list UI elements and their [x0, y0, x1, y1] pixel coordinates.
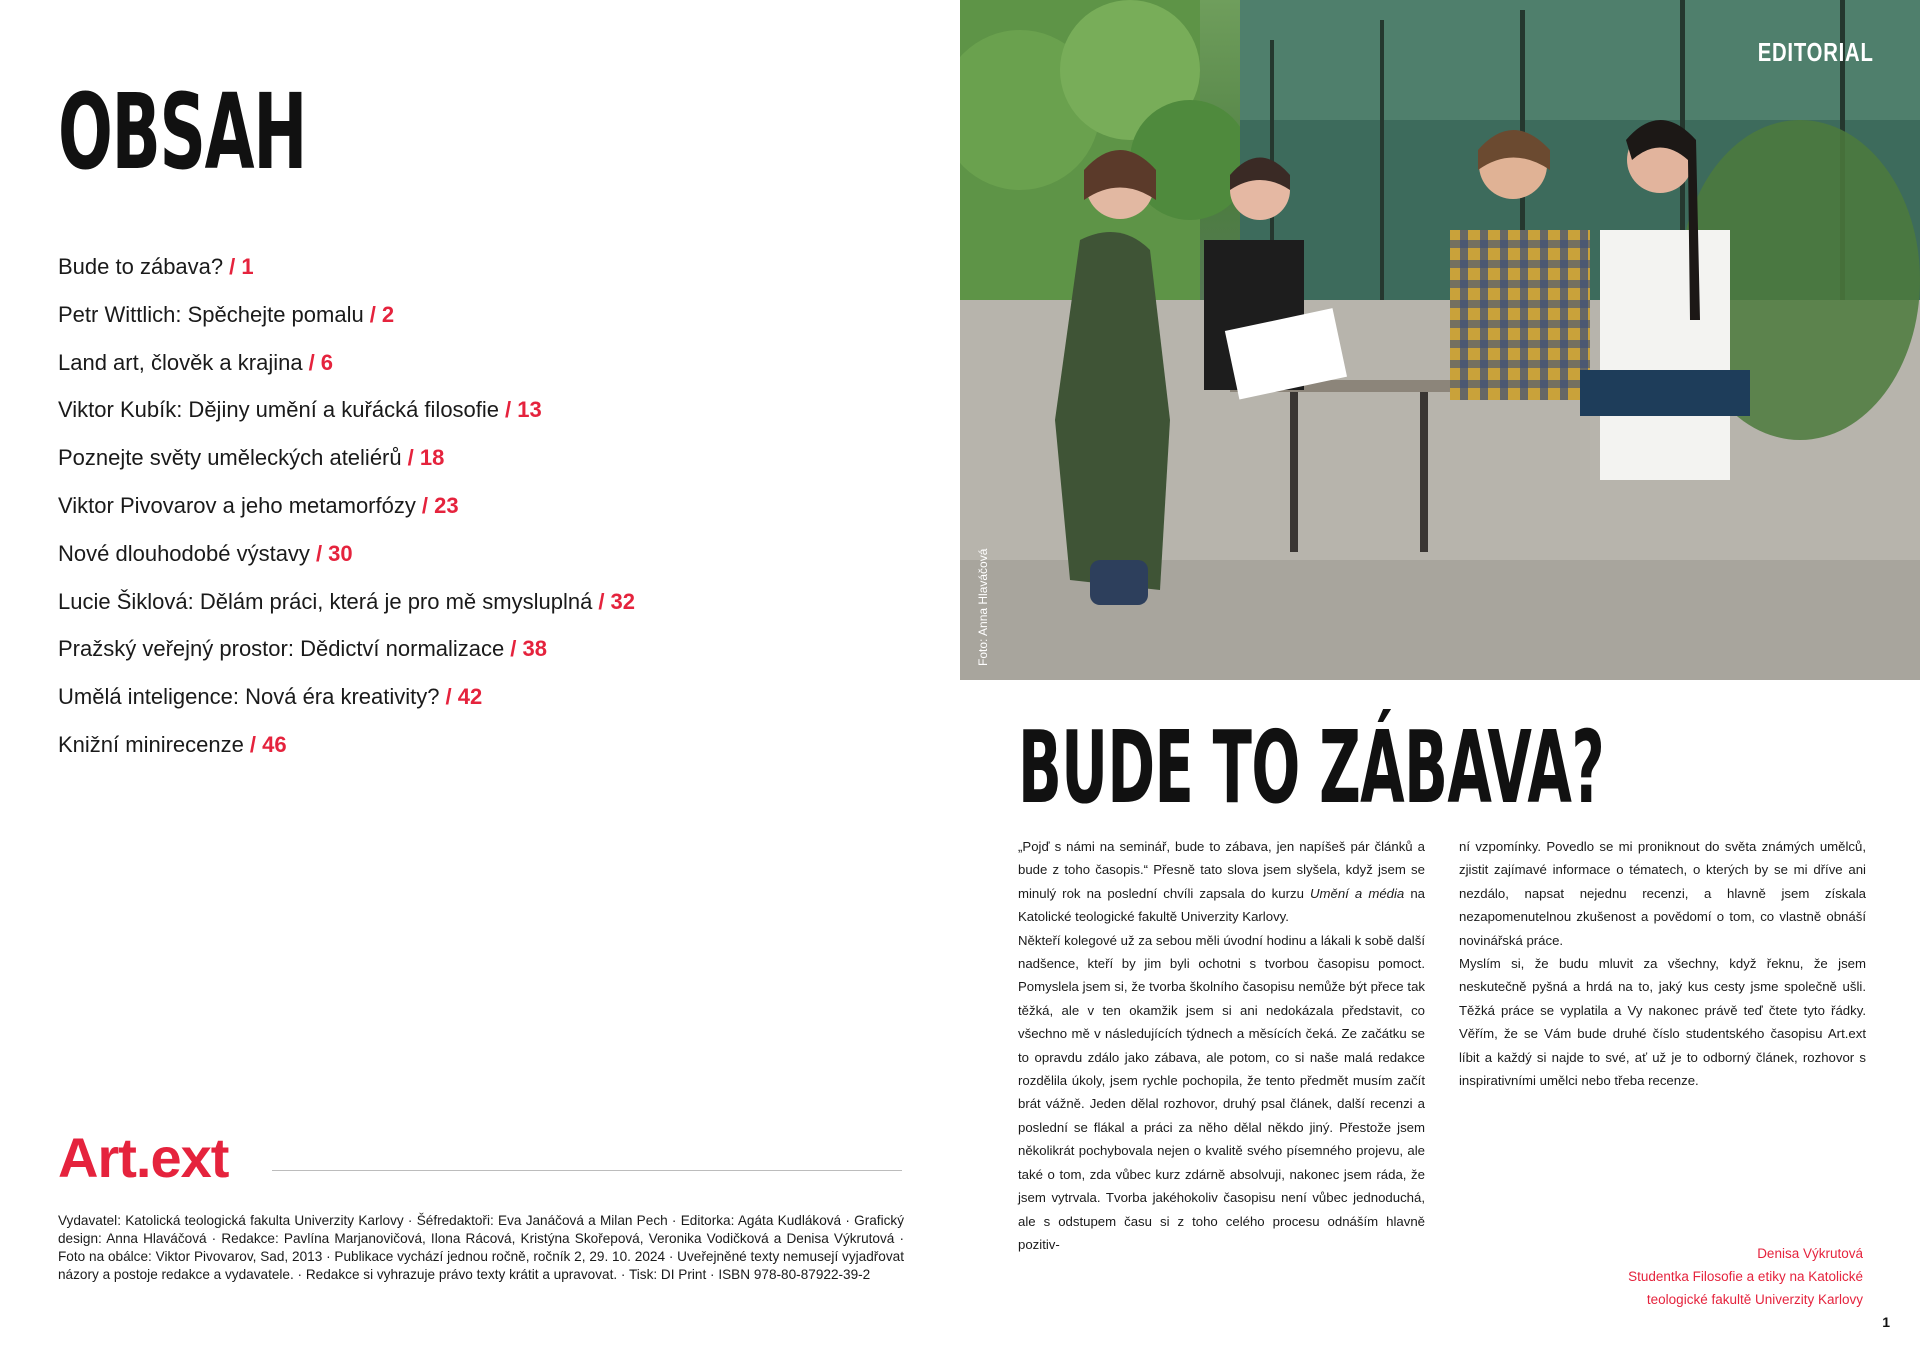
toc-item-page: / 13 [505, 397, 542, 423]
toc-item-title: Viktor Pivovarov a jeho metamorfózy [58, 492, 416, 518]
toc-item-title: Knižní minirecenze [58, 731, 244, 757]
toc-item-title: Petr Wittlich: Spěchejte pomalu [58, 301, 364, 327]
table-of-contents [58, 252, 635, 778]
toc-item[interactable] [58, 587, 635, 635]
toc-item-page: / 2 [369, 301, 395, 327]
toc-item-page: / 1 [229, 254, 254, 279]
paragraph: „Pojď s námi na seminář, bude to zábava, jen napíšeš pár článků a bude z toho časopis.“ Přesně tato slova jsem slyšela, když jsem se minulý rok na poslední chvíli zapsala do kurzu Umění a média na Katolické teologické fakultě Univerzity Karlovy. [1018, 839, 1425, 925]
logo-divider [272, 1170, 902, 1171]
contents-title: OBSAH [58, 71, 307, 193]
toc-item-title: Bude to zábava? [58, 254, 224, 279]
toc-item[interactable] [58, 682, 635, 730]
paragraph: ní vzpomínky. Povedlo se mi proniknout do světa známých umělců, zjistit zajímavé informace o tématech, o kterých by se mi dříve ani nezdálo, napsat nejednu recenzi, a hlavně jsem získala nezapomenutelnou zkušenost a povědomí o tom, co vlastně obnáší novinářská práce. [1459, 839, 1866, 948]
toc-item[interactable] [58, 395, 635, 443]
toc-item[interactable] [58, 443, 635, 491]
toc-item-title: Pražský veřejný prostor: Dědictví normalizace [58, 636, 505, 662]
paragraph: Myslím si, že budu mluvit za všechny, když řeknu, že jsem neskutečně pyšná a hrdá na to, jaký kus cesty jsme společně ušli. Těžká práce se vyplatila a Vy nakonec právě teď čtete tyto řádky. Věřím, že se Vám bude druhé číslo studentského časopisu Art.ext líbit a každý si najde to své, ať už je to odborný článek, rozhovor s inspirativními umělci nebo třeba recenze. [1459, 956, 1866, 1089]
toc-item-title: Lucie Šiklová: Dělám práci, která je pro mě smysluplná [58, 588, 593, 614]
article-column-1 [1018, 835, 1425, 1256]
toc-item-page: / 6 [308, 349, 334, 375]
author-role-line-1: Studentka Filosofie a etiky na Katolické [1628, 1269, 1863, 1284]
toc-item[interactable] [58, 730, 635, 778]
toc-item-title: Umělá inteligence: Nová éra kreativity? [58, 684, 440, 710]
page-number: 1 [1882, 1314, 1890, 1330]
artext-logo: Art.ext [58, 1126, 229, 1189]
toc-item-title: Nové dlouhodobé výstavy [58, 540, 310, 566]
toc-item-page: / 18 [407, 445, 445, 471]
toc-item[interactable] [58, 539, 635, 587]
toc-item-title: Land art, člověk a krajina [58, 349, 303, 375]
right-page [960, 0, 1920, 1358]
toc-item[interactable] [58, 634, 635, 682]
author-signature [1628, 1242, 1863, 1311]
paragraph: Někteří kolegové už za sebou měli úvodní hodinu a lákali k sobě další nadšence, kteří by jim byli ochotni s tvorbou časopisu pomoct. Pomyslela jsem si, že tvorba školního časopisu nemůže být přece tak těžká, ale v ten okamžik jsem si ani nedokázala představit, co všechno mě v následujících týdnech a měsících čeká. Ze začátku se to opravdu zdálo jako zábava, ale potom, co si naše malá redakce rozdělila úkoly, jsem rychle pochopila, že tento předmět musím začít brát vážně. Jeden dělal rozhovor, druhý psal článek, další recenzi a poslední se flákal a práci za něho dělal někdo jiný. Přestože jsem několikrát pochybovala nejen o kvalitě svého písemného projevu, ale také o tom, zda vůbec kurz zdárně absolvuji, nakonec jsem ráda, že jsem vytrvala. Tvorba jakéhokoliv časopisu není vůbec jednoduchá, ale s odstupem času si z toho celého procesu odnáším hlavně pozitiv- [1018, 932, 1425, 1252]
toc-item-page: / 30 [315, 540, 353, 566]
toc-item-page: / 23 [421, 492, 459, 518]
article-column-2 [1459, 835, 1866, 1256]
imprint-text: Vydavatel: Katolická teologická fakulta Univerzity Karlovy · Šéfredaktoři: Eva Janáčová a Milan Pech · Editorka: Agáta Kudláková · Grafický design: Anna Hlaváčová · Redakce: Pavlína Marjanovičová, Ilona Rácová, Kristýna Skořepová, Veronika Vodičková a Denisa Výkrutová · Foto na obálce: Viktor Pivovarov, Sad, 2013 · Publikace vychází jednou ročně, ročník 2, 29. 10. 2024 · Uveřejněné texty nemusejí vyjadřovat názory a postoje redakce a vydavatele. · Redakce si vyhrazuje právo texty krátit a upravovat. · Tisk: DI Print · ISBN 978-80-87922-39-2 [58, 1213, 904, 1282]
section-label: EDITORIAL [1758, 37, 1874, 67]
photo-credit: Foto: Anna Hlaváčová [976, 548, 990, 666]
article-body [1018, 835, 1866, 1256]
toc-item[interactable] [58, 491, 635, 539]
toc-item-title: Poznejte světy uměleckých ateliérů [58, 445, 402, 471]
author-name: Denisa Výkrutová [1757, 1246, 1863, 1261]
toc-item-title: Viktor Kubík: Dějiny umění a kuřácká filosofie [58, 397, 500, 423]
toc-item[interactable] [58, 348, 635, 396]
toc-item[interactable] [58, 252, 635, 300]
toc-item[interactable] [58, 300, 635, 348]
toc-item-page: / 32 [598, 588, 636, 614]
course-name: Umění a média [1310, 885, 1405, 901]
photo-illustration [960, 0, 1920, 680]
toc-item-page: / 46 [249, 731, 287, 757]
editorial-team-photo [960, 0, 1920, 680]
article-title: BUDE TO ZÁBAVA? [1018, 709, 1605, 826]
toc-item-page: / 42 [445, 684, 483, 710]
author-role-line-2: teologické fakultě Univerzity Karlovy [1646, 1292, 1863, 1307]
toc-item-page: / 38 [510, 636, 547, 662]
